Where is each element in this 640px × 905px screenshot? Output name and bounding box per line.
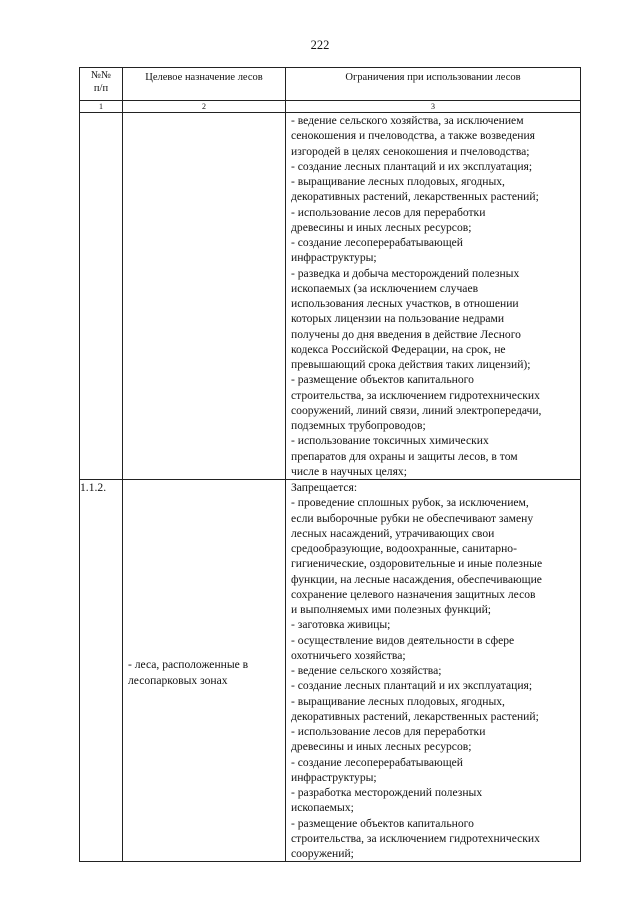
header-num-label: №№ п/п	[90, 70, 112, 94]
row-restrictions	[286, 113, 581, 480]
column-index-row	[80, 101, 581, 113]
header-num	[80, 68, 123, 101]
page-number: 222	[310, 38, 330, 52]
row-restrictions-text: - ведение сельского хозяйства, за исключением сенокошения и пчеловодства, а также возведения изгородей в целях сенокошения и пчеловодства; - создание лесных плантаций и их эксплуатация; - выращивание лесных плодовых, ягодных, декоративных растений, лекарственных растений; - использование лесов для переработки древесины и иных лесных ресурсов; - создание лесоперерабатывающей инфраструктуры; - разведка и добыча месторождений полезных ископаемых (за исключением случаев использования лесных участков, в отношении которых лицензии на пользование недрами получены до дня введения в действие Лесного кодекса Российской Федерации, на срок, не превышающий срока действия таких лицензий); - размещение объектов капитального строительства, за исключением гидротехнических сооружений, линий связи, линий электропередачи, подземных трубопроводов; - использование токсичных химических препаратов для охраны и защиты лесов, в том числе в научных целях;	[291, 114, 542, 478]
row-num	[80, 113, 123, 480]
header-restrictions: Ограничения при использовании лесов	[286, 68, 581, 101]
column-index-1: 1	[80, 101, 123, 113]
header-purpose: Целевое назначение лесов	[123, 68, 286, 101]
row-purpose	[123, 113, 286, 480]
table-row	[80, 113, 581, 480]
row-purpose	[123, 480, 286, 862]
row-num: 1.1.2.	[80, 480, 123, 862]
row-restrictions-text: Запрещается: - проведение сплошных рубок, за исключением, если выборочные рубки не обеспечивают замену лесных насаждений, утрачивающих свои средообразующие, водоохранные, санитарно- гигиенические, оздоровительные и иные полезные функции, на лесные насаждения, обеспечивающие сохранение целевого назначения защитных лесов и выполняемых ими полезных функций; - заготовка живицы; - осуществление видов деятельности в сфере охотничьего хозяйства; - ведение сельского хозяйства; - создание лесных плантаций и их эксплуатация; - выращивание лесных плодовых, ягодных, декоративных растений, лекарственных растений; - использование лесов для переработки древесины и иных лесных ресурсов; - создание лесоперерабатывающей инфраструктуры; - разработка месторождений полезных ископаемых; - размещение объектов капитального строительства, за исключением гидротехнических сооружений;	[291, 481, 543, 860]
forest-restrictions-table	[79, 67, 581, 862]
row-restrictions	[286, 480, 581, 862]
column-index-2: 2	[123, 101, 286, 113]
row-purpose-text: - леса, расположенные в лесопарковых зонах	[128, 657, 249, 687]
table-row	[80, 480, 581, 862]
table-header-row	[80, 68, 581, 101]
column-index-3: 3	[286, 101, 581, 113]
